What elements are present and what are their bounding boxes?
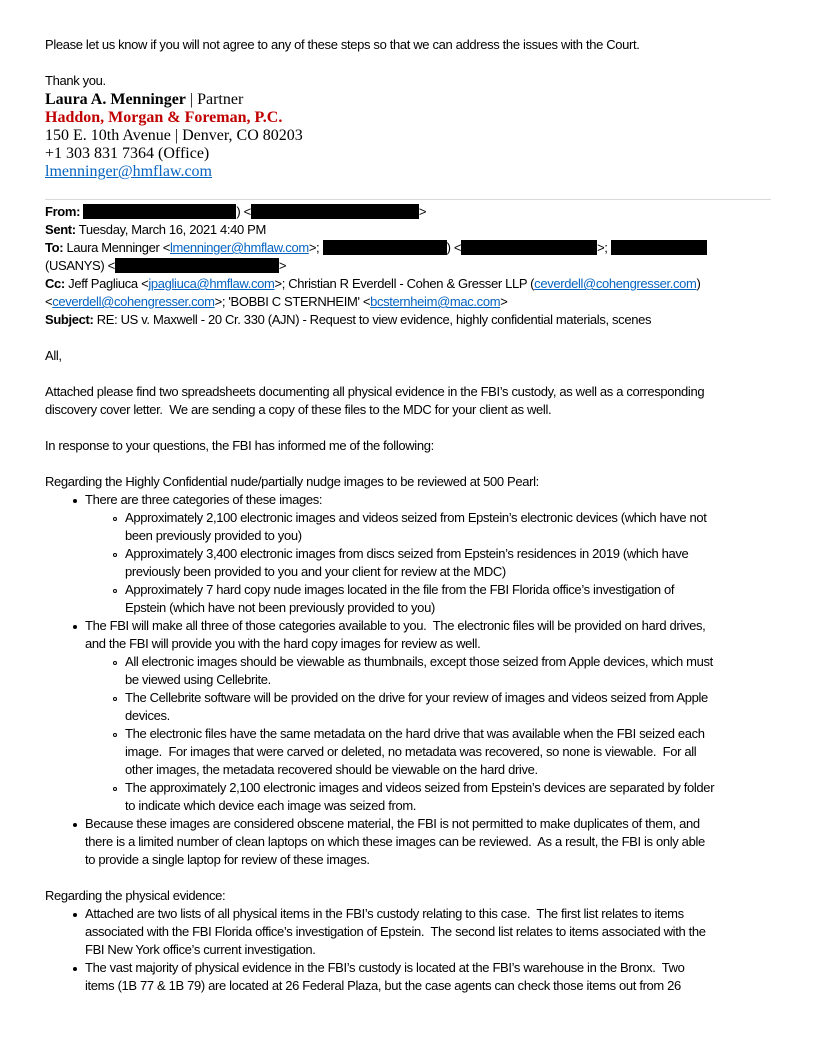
sub-list-item-cont: Epstein (which have not been previously provided to you) [125, 600, 435, 615]
closing-request: Please let us know if you will not agree to any of these steps so that we can address the issues with the Court. [45, 37, 640, 52]
to-label: To: [45, 240, 64, 255]
sub-list-item: The Cellebrite software will be provided on the drive for your review of images and videos seized from Apple [125, 690, 708, 705]
to-usanys: (USANYS) < [45, 258, 115, 273]
list-item: The FBI will make all three of those categories available to you. The electronic files will be provided on hard drives, [85, 618, 706, 633]
list-item-cont: there is a limited number of clean laptops on which these images can be reviewed. As a result, the FBI is only able [85, 834, 705, 849]
from-separator: ) < [236, 204, 251, 219]
signature-address: 150 E. 10th Avenue | Denver, CO 80203 [45, 127, 303, 144]
header-divider [45, 199, 771, 200]
sent-value: Tuesday, March 16, 2021 4:40 PM [75, 222, 266, 237]
section-heading: Regarding the Highly Confidential nude/partially nudge images to be reviewed at 500 Pearl: [45, 474, 539, 489]
sub-bullet-icon [113, 787, 117, 791]
sub-list-item: Approximately 7 hard copy nude images located in the file from the FBI Florida office’s investigation of [125, 582, 675, 597]
cc-email-link[interactable]: ceverdell@cohengresser.com [52, 294, 215, 309]
paragraph-line: In response to your questions, the FBI has informed me of the following: [45, 438, 434, 453]
sub-bullet-icon [113, 733, 117, 737]
list-item-cont: associated with the FBI Florida office’s investigation of Epstein. The second list relates to items associated with the [85, 924, 706, 939]
list-item-cont: items (1B 77 & 1B 79) are located at 26 Federal Plaza, but the case agents can check those items out from 26 [85, 978, 681, 993]
sub-list-item-cont: previously been provided to you and your client for review at the MDC) [125, 564, 506, 579]
cc-email-link[interactable]: bcsternheim@mac.com [370, 294, 501, 309]
redaction-bar [461, 240, 597, 255]
section-heading: Regarding the physical evidence: [45, 888, 226, 903]
cc-bracket: < [45, 294, 53, 309]
signature-name: Laura A. Menninger [45, 91, 186, 108]
sent-line [45, 222, 266, 237]
to-end: > [278, 258, 287, 273]
to-line [45, 240, 707, 255]
cc-end: > [500, 294, 508, 309]
cc-label: Cc: [45, 276, 65, 291]
cc-name: Jeff Pagliuca < [64, 276, 149, 291]
list-item: Attached are two lists of all physical items in the FBI’s custody relating to this case. The first list relates to items [85, 906, 684, 921]
sub-bullet-icon [113, 517, 117, 521]
signature-role: Partner [197, 91, 244, 108]
closing-thanks: Thank you. [45, 73, 106, 88]
sub-list-item-cont: other images, the metadata recovered should be viewable on the hard drive. [125, 762, 538, 777]
list-item-cont: FBI New York office’s current investigation. [85, 942, 316, 957]
list-item-cont: and the FBI will provide you with the hard copy images for review as well. [85, 636, 481, 651]
to-name: Laura Menninger < [63, 240, 171, 255]
cc-separator: >; Christian R Everdell - Cohen & Gresser LLP ( [274, 276, 535, 291]
paragraph-line: Attached please find two spreadsheets documenting all physical evidence in the FBI’s custody, as well as a corresponding [45, 384, 705, 399]
list-item: The vast majority of physical evidence in the FBI’s custody is located at the FBI’s warehouse in the Bronx. Two [85, 960, 685, 975]
sub-list-item: Approximately 2,100 electronic images and videos seized from Epstein’s electronic devices (which have not [125, 510, 707, 525]
to-separator: >; [308, 240, 323, 255]
signature-firm: Haddon, Morgan & Foreman, P.C. [45, 109, 283, 126]
sub-list-item: The electronic files have the same metadata on the hard drive that was available when the FBI seized each [125, 726, 705, 741]
cc-email-link[interactable]: ceverdell@cohengresser.com [534, 276, 697, 291]
signature-name-line [45, 91, 243, 109]
from-label: From: [45, 204, 81, 219]
sub-list-item-cont: be viewed using Cellebrite. [125, 672, 271, 687]
sub-bullet-icon [113, 589, 117, 593]
list-item: There are three categories of these images: [85, 492, 323, 507]
sub-bullet-icon [113, 553, 117, 557]
signature-separator: | [185, 91, 198, 108]
sub-bullet-icon [113, 697, 117, 701]
sub-list-item-cont: devices. [125, 708, 170, 723]
redaction-bar [83, 204, 236, 219]
redaction-bar [251, 204, 419, 219]
bullet-icon [73, 625, 77, 629]
to-email-link[interactable]: lmenninger@hmflaw.com [170, 240, 309, 255]
sub-list-item: All electronic images should be viewable as thumbnails, except those seized from Apple devices, which must [125, 654, 713, 669]
signature-email-link[interactable]: lmenninger@hmflaw.com [45, 163, 212, 180]
to-line-2 [45, 258, 286, 273]
sub-bullet-icon [113, 661, 117, 665]
redaction-bar [611, 240, 707, 255]
paragraph-line: discovery cover letter. We are sending a copy of these files to the MDC for your client as well. [45, 402, 552, 417]
cc-separator: >; 'BOBBI C STERNHEIM' < [214, 294, 371, 309]
from-line [45, 204, 426, 219]
to-separator: >; [597, 240, 611, 255]
sub-list-item-cont: to indicate which device each image was seized from. [125, 798, 417, 813]
bullet-icon [73, 913, 77, 917]
redaction-bar [115, 258, 279, 273]
list-item-cont: to provide a single laptop for review of these images. [85, 852, 370, 867]
cc-separator: ) [696, 276, 701, 291]
subject-line [45, 312, 651, 327]
redaction-bar [323, 240, 447, 255]
cc-email-link[interactable]: jpagliuca@hmflaw.com [148, 276, 275, 291]
subject-label: Subject: [45, 312, 94, 327]
sent-label: Sent: [45, 222, 76, 237]
cc-line-2 [45, 294, 507, 309]
greeting: All, [45, 348, 62, 363]
sub-list-item-cont: been previously provided to you) [125, 528, 302, 543]
cc-line [45, 276, 701, 291]
sub-list-item: The approximately 2,100 electronic images and videos seized from Epstein’s devices are separated by folder [125, 780, 715, 795]
sub-list-item: Approximately 3,400 electronic images from discs seized from Epstein’s residences in 2019 (which have [125, 546, 689, 561]
bullet-icon [73, 499, 77, 503]
list-item: Because these images are considered obscene material, the FBI is not permitted to make duplicates of them, and [85, 816, 700, 831]
signature-phone: +1 303 831 7364 (Office) [45, 145, 210, 162]
subject-value: RE: US v. Maxwell - 20 Cr. 330 (AJN) - Request to view evidence, highly confidential materials, scenes [93, 312, 652, 327]
bullet-icon [73, 823, 77, 827]
sub-list-item-cont: image. For images that were carved or deleted, no metadata was recovered, so none is viewable. For all [125, 744, 697, 759]
bullet-icon [73, 967, 77, 971]
from-end: > [418, 204, 427, 219]
to-separator: ) < [446, 240, 462, 255]
